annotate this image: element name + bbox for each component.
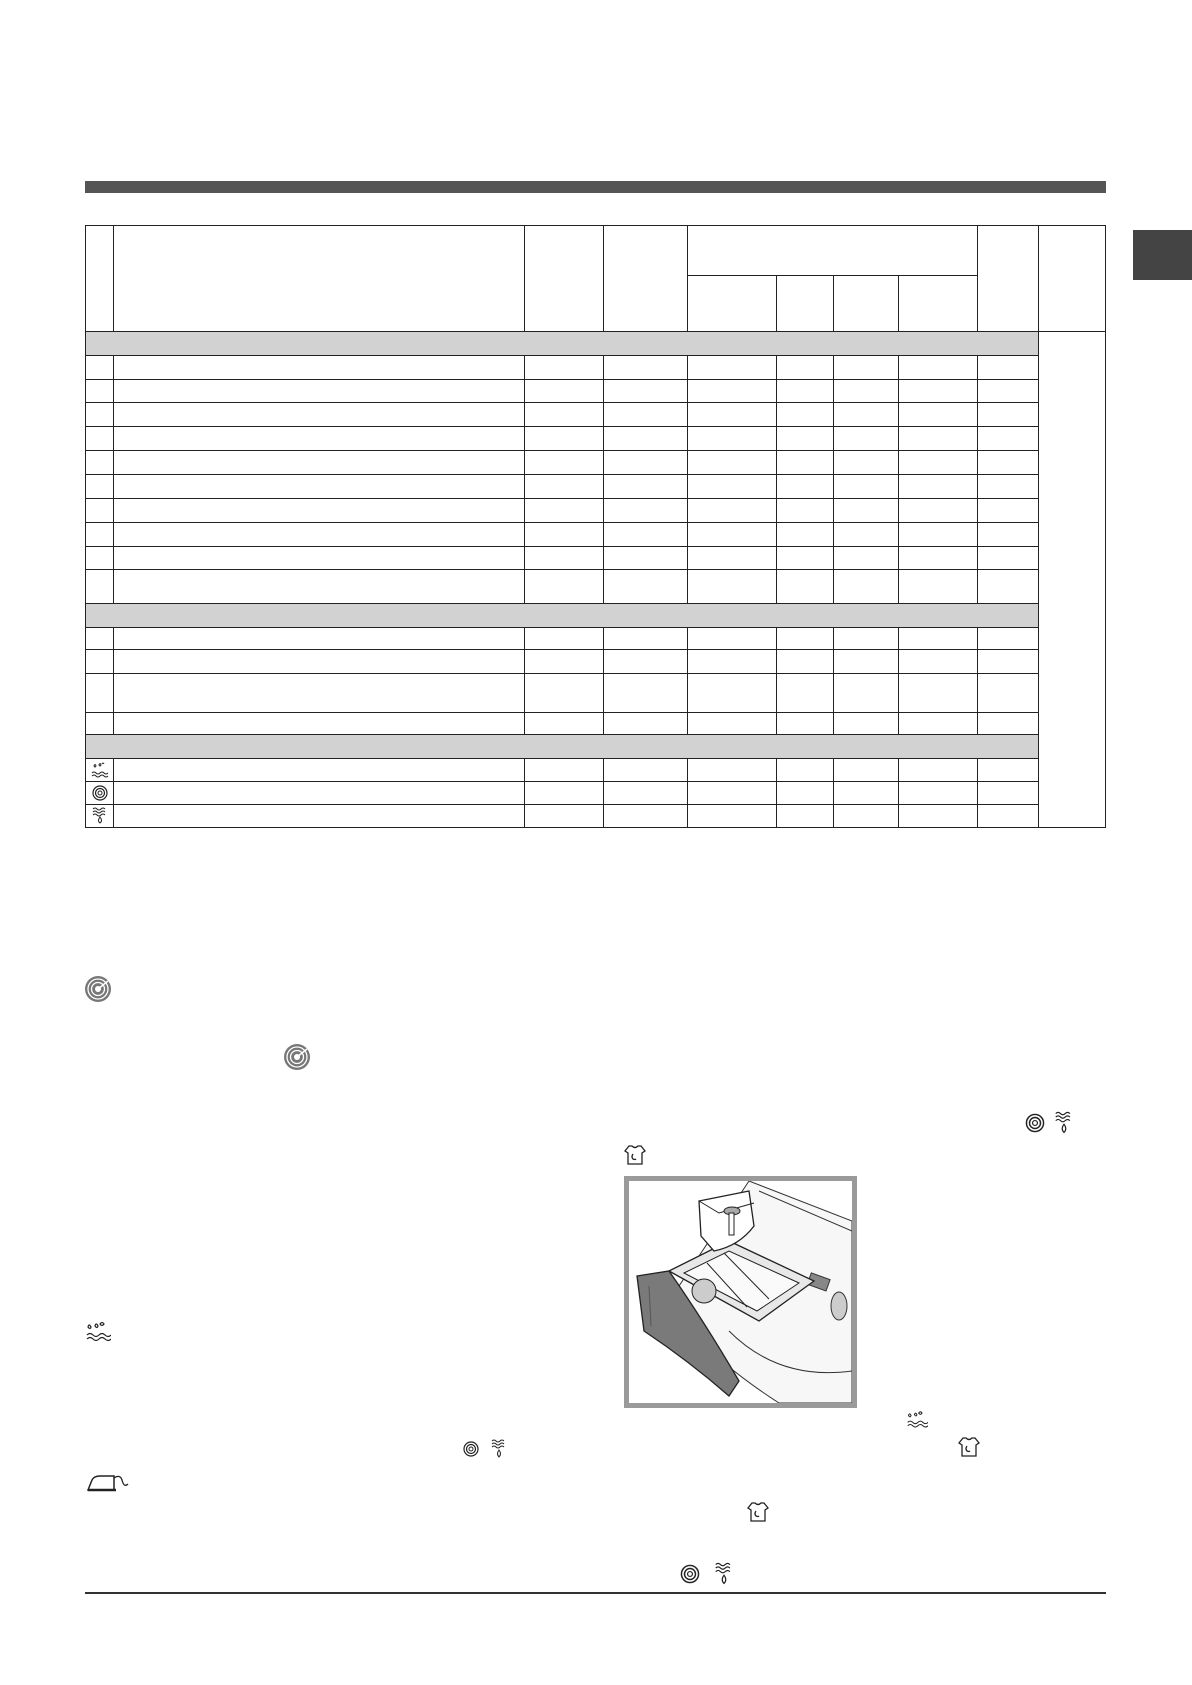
bottom-rule [85, 1592, 1106, 1594]
notes-column [1038, 331, 1105, 827]
table-row [86, 498, 1106, 522]
header-cell [834, 275, 898, 331]
table-row [86, 674, 1106, 712]
header-cell [86, 226, 114, 332]
super-wash-icon [283, 1043, 311, 1076]
header-cell [977, 226, 1038, 332]
spin-icon [1024, 1112, 1046, 1139]
super-wash-icon [84, 975, 112, 1008]
table-row [86, 782, 1106, 805]
header-cell [688, 275, 777, 331]
rinse-icon [85, 1320, 111, 1347]
spin-icon [679, 1563, 701, 1590]
spin-icon [86, 782, 114, 805]
table-header-row [86, 226, 1106, 276]
table-row [86, 650, 1106, 674]
drain-icon [1053, 1110, 1075, 1141]
stain-remover-icon [746, 1500, 770, 1529]
detergent-drawer-illustration [624, 1176, 857, 1408]
stain-remover-icon [623, 1143, 647, 1172]
header-cell-group [688, 226, 978, 276]
section-band [86, 735, 1039, 759]
rinse-icon [906, 1409, 928, 1434]
rinse-icon [86, 759, 114, 782]
section-band [86, 603, 1039, 627]
table-row [86, 451, 1106, 475]
table-row [86, 712, 1106, 735]
table-row [86, 627, 1106, 650]
drain-icon [86, 804, 114, 827]
section-band [86, 331, 1039, 355]
drain-icon [490, 1438, 508, 1465]
table-row [86, 403, 1106, 427]
table-section-row [86, 603, 1106, 627]
header-cell [603, 226, 687, 332]
header-cell [777, 275, 834, 331]
chapter-tab [1133, 230, 1192, 280]
table-row [86, 355, 1106, 379]
top-rule [85, 181, 1106, 193]
drain-icon [713, 1561, 735, 1592]
table-row [86, 804, 1106, 827]
table-section-row [86, 331, 1106, 355]
stain-remover-icon [957, 1435, 981, 1464]
spin-icon [462, 1440, 480, 1463]
header-cell-programme [114, 226, 525, 332]
table-row [86, 546, 1106, 570]
table-row [86, 427, 1106, 451]
header-cell [524, 226, 603, 332]
table-row [86, 570, 1106, 603]
table-section-row [86, 735, 1106, 759]
table-row [86, 475, 1106, 499]
wash-programmes-table [85, 225, 1106, 828]
header-cell [898, 275, 977, 331]
header-cell [1038, 226, 1105, 332]
table-row [86, 522, 1106, 546]
easy-iron-icon [84, 1470, 130, 1501]
table-row [86, 759, 1106, 782]
table-row [86, 379, 1106, 403]
